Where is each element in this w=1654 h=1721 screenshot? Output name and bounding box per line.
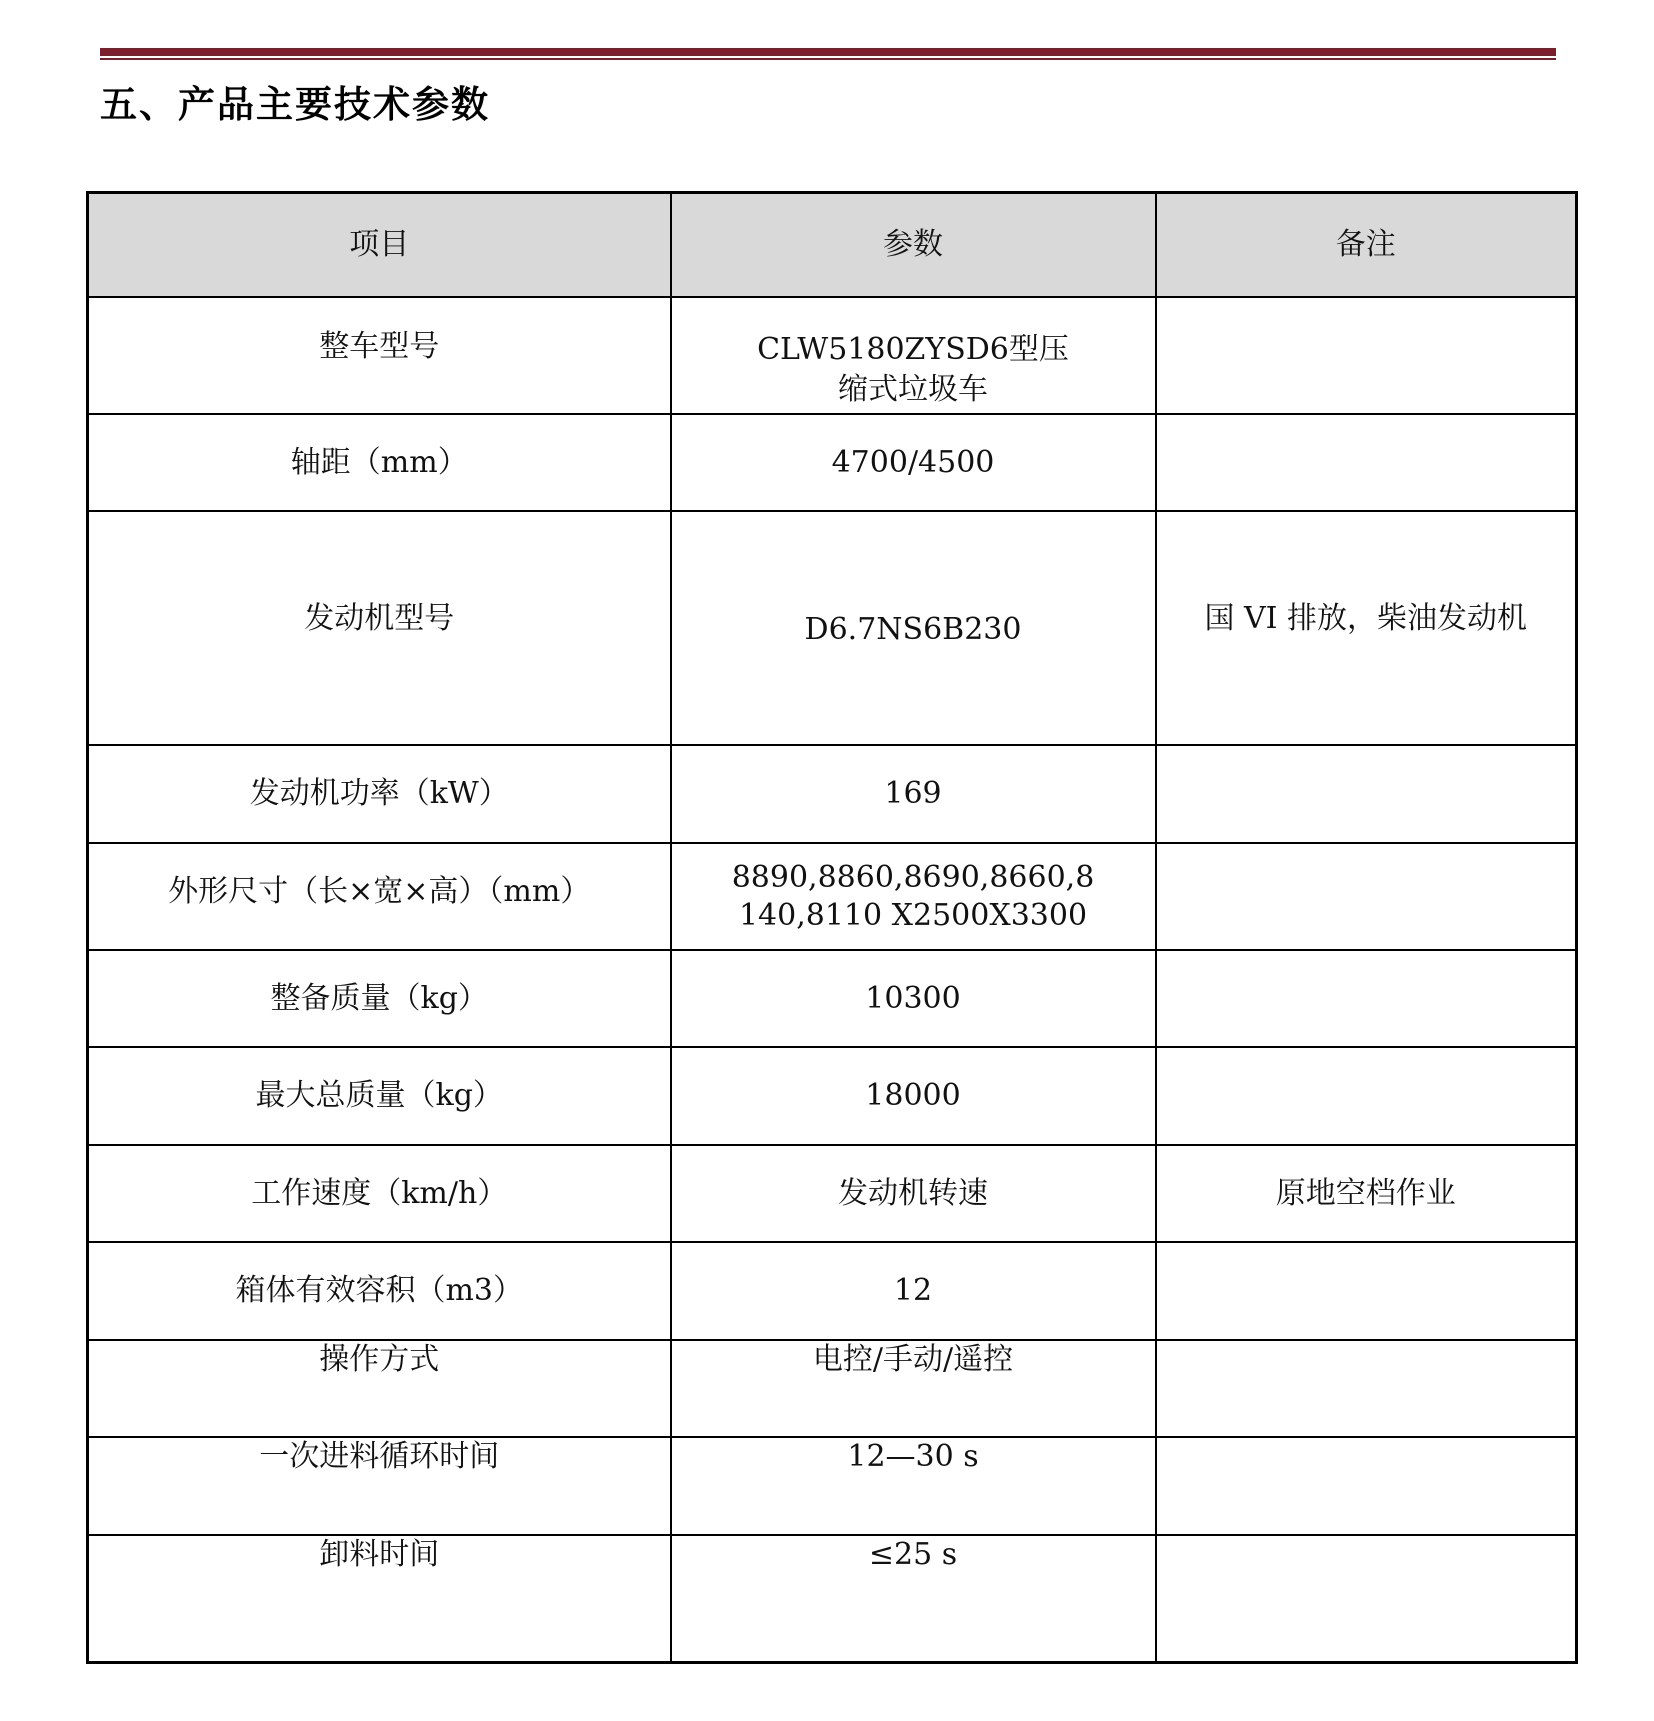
row-param: 发动机转速 xyxy=(671,1145,1156,1242)
row-item: 操作方式 xyxy=(88,1340,671,1437)
row-param: 18000 xyxy=(671,1047,1156,1145)
header-rule-thin xyxy=(100,58,1556,60)
row-note xyxy=(1156,1242,1577,1340)
row-item: 卸料时间 xyxy=(88,1535,671,1662)
row-param: 电控/手动/遥控 xyxy=(671,1340,1156,1437)
header-param: 参数 xyxy=(671,193,1156,298)
table-row xyxy=(88,1047,1577,1145)
table-row xyxy=(88,414,1577,511)
row-item: 工作速度（km/h） xyxy=(88,1145,671,1242)
table-header-row xyxy=(88,193,1577,298)
row-param: 4700/4500 xyxy=(671,414,1156,511)
row-item: 外形尺寸（长×宽×高）（mm） xyxy=(88,843,671,950)
table-row xyxy=(88,1242,1577,1340)
row-note: 原地空档作业 xyxy=(1156,1145,1577,1242)
row-item: 发动机功率（kW） xyxy=(88,745,671,843)
row-note xyxy=(1156,843,1577,950)
header-item: 项目 xyxy=(88,193,671,298)
row-param: ≤25 s xyxy=(671,1535,1156,1662)
table-row xyxy=(88,511,1577,745)
row-param: 8890,8860,8690,8660,8 140,8110 X2500X3300 xyxy=(671,843,1156,950)
table-row xyxy=(88,1340,1577,1437)
row-param: D6.7NS6B230 xyxy=(671,511,1156,745)
table-row xyxy=(88,1535,1577,1662)
table-row xyxy=(88,950,1577,1047)
section-title: 五、产品主要技术参数 xyxy=(100,83,490,126)
table-row xyxy=(88,1145,1577,1242)
header-rule-thick xyxy=(100,48,1556,56)
table-row xyxy=(88,1437,1577,1535)
row-note xyxy=(1156,950,1577,1047)
row-note xyxy=(1156,1047,1577,1145)
header-note: 备注 xyxy=(1156,193,1577,298)
row-note xyxy=(1156,745,1577,843)
row-note: 国 VI 排放，柴油发动机 xyxy=(1156,511,1577,745)
row-item: 发动机型号 xyxy=(88,511,671,745)
row-item: 最大总质量（kg） xyxy=(88,1047,671,1145)
row-item: 箱体有效容积（m3） xyxy=(88,1242,671,1340)
row-param: 12 xyxy=(671,1242,1156,1340)
table-row xyxy=(88,843,1577,950)
row-item: 一次进料循环时间 xyxy=(88,1437,671,1535)
row-item: 整备质量（kg） xyxy=(88,950,671,1047)
row-note xyxy=(1156,1340,1577,1437)
row-item: 轴距（mm） xyxy=(88,414,671,511)
row-note xyxy=(1156,1535,1577,1662)
row-param: CLW5180ZYSD6型压 缩式垃圾车 xyxy=(671,297,1156,414)
row-param: 10300 xyxy=(671,950,1156,1047)
table-row xyxy=(88,745,1577,843)
row-param: 169 xyxy=(671,745,1156,843)
table-row xyxy=(88,297,1577,414)
row-note xyxy=(1156,1437,1577,1535)
spec-table xyxy=(86,191,1578,1664)
row-item: 整车型号 xyxy=(88,297,671,414)
row-param: 12—30 s xyxy=(671,1437,1156,1535)
row-note xyxy=(1156,414,1577,511)
row-note xyxy=(1156,297,1577,414)
